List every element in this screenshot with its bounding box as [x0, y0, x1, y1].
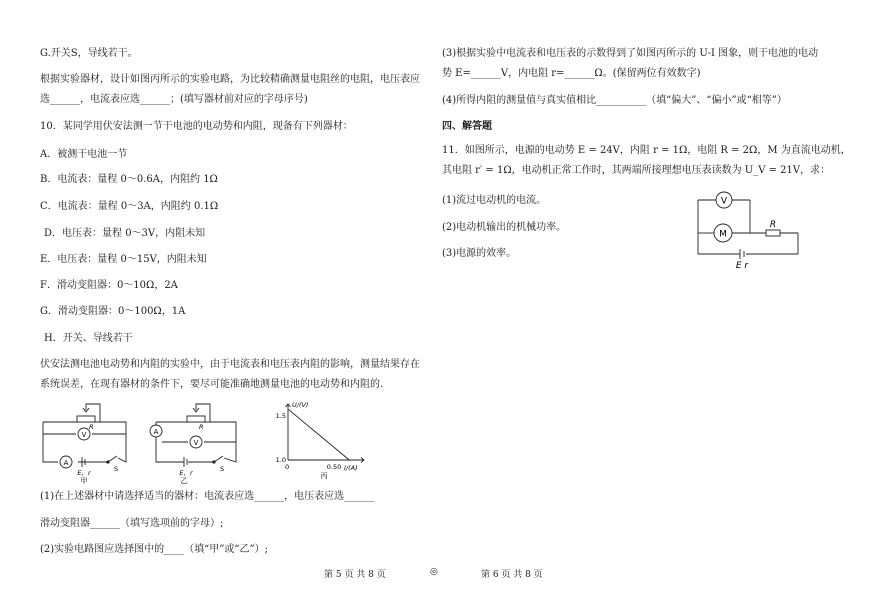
- chart-caption: 丙: [320, 472, 328, 480]
- right-line-2: 势 E=______V，内电阻 r=______Ω。(保留两位有效数字): [442, 68, 701, 79]
- chart-y-tick-top: 1.5: [275, 412, 286, 420]
- left-line-6: B．电流表：量程 0～0.6A，内阻约 1Ω: [40, 174, 218, 185]
- left-line-2: 根据实验器材，设计如图丙所示的实验电路，为比较精确测量电阻丝的电阻，电压表应: [40, 74, 420, 85]
- section-heading: 四、解答题: [442, 121, 492, 132]
- yi-switch-label: S: [220, 465, 225, 473]
- circuit-motor: [692, 186, 804, 270]
- yi-source-label: E，r: [179, 469, 193, 477]
- ui-chart: [268, 398, 372, 480]
- motor-voltmeter-label: V: [720, 196, 728, 207]
- chart-x-origin-label: 0: [285, 463, 290, 471]
- footer-mid-mark: ◎: [430, 567, 438, 577]
- right-line-1: (3)根据实验中电流表和电压表的示数得到了如图丙所示的 U-I 图象，则干电池的电动: [442, 48, 819, 59]
- chart-x-tick: 0.50: [326, 463, 342, 471]
- circuit-jia: [38, 400, 136, 484]
- jia-caption: 甲: [80, 477, 88, 484]
- yi-ammeter-label: A: [153, 428, 159, 436]
- left-line-7: C．电流表：量程 0～3A，内阻约 0.1Ω: [40, 201, 219, 212]
- left-line-4: 10．某同学用伏安法测一节干电池的电动势和内阻，现备有下列器材：: [40, 121, 353, 132]
- chart-ylabel: U/(V): [292, 401, 309, 409]
- left-line-14: 系统误差，在现有器材的条件下，要尽可能准确地测量电池的电动势和内阻的.: [40, 379, 384, 390]
- left-line-1: G.开关S，导线若干。: [40, 48, 138, 59]
- right-line-3: (4)所得内阻的测量值与真实值相比__________（填“偏大”、“偏小”或“相等”）: [442, 95, 787, 106]
- motor-r-label: R: [769, 220, 777, 230]
- jia-r-label: R: [89, 423, 94, 431]
- left-line-10: F．滑动变阻器：0～10Ω，2A: [40, 280, 178, 291]
- footer-left-page: 第 5 页 共 8 页: [324, 570, 386, 580]
- left-line-8: D．电压表：量程 0～3V，内阻未知: [44, 228, 206, 239]
- left-line-15: (1)在上述器材中请选择适当的器材：电流表应选______，电压表应选______: [40, 491, 375, 502]
- yi-caption: 乙: [180, 477, 188, 484]
- right-line-8: (2)电动机输出的机械功率。: [442, 222, 567, 233]
- motor-m-label: M: [719, 229, 727, 240]
- yi-r-label: R: [199, 423, 204, 431]
- left-line-13: 伏安法测电池电动势和内阻的实验中，由于电流表和电压表内阻的影响，测量结果存在: [40, 359, 420, 370]
- jia-switch-label: S: [114, 465, 119, 473]
- right-line-7: (1)流过电动机的电流。: [442, 195, 547, 206]
- left-line-5: A．被测干电池一节: [40, 149, 128, 160]
- left-line-9: E．电压表：量程 0～15V，内阻未知: [40, 254, 207, 265]
- jia-voltmeter-label: V: [81, 431, 87, 439]
- left-line-12: H．开关、导线若干: [44, 333, 133, 344]
- left-line-16: 滑动变阻器______（填写选项前的字母）;: [40, 518, 224, 529]
- yi-voltmeter-label: V: [193, 439, 199, 447]
- jia-source-label: E，r: [77, 469, 91, 477]
- motor-source-label: E r: [735, 261, 749, 270]
- footer-right-page: 第 6 页 共 8 页: [481, 570, 543, 580]
- chart-y-tick-bottom: 1.0: [275, 456, 286, 464]
- left-line-17: (2)实验电路图应选择图中的____（填“甲”或“乙”）;: [40, 544, 268, 555]
- right-line-5: 11．如图所示，电源的电动势 E = 24V，内阻 r = 1Ω，电阻 R = 2Ω，M 为直流电动机，: [442, 145, 851, 156]
- jia-ammeter-label: A: [63, 459, 69, 467]
- circuit-yi: [146, 400, 246, 484]
- right-line-6: 其电阻 r′ = 1Ω，电动机正常工作时，其两端所接理想电压表读数为 U_V = 21V，求：: [442, 165, 831, 176]
- chart-xlabel: I/(A): [344, 464, 358, 472]
- left-line-3: 选______，电流表应选______；(填写器材前对应的字母序号): [40, 94, 308, 105]
- series-line: [288, 409, 349, 460]
- right-line-9: (3)电源的效率。: [442, 248, 517, 259]
- left-line-11: G．滑动变阻器：0～100Ω，1A: [40, 306, 186, 317]
